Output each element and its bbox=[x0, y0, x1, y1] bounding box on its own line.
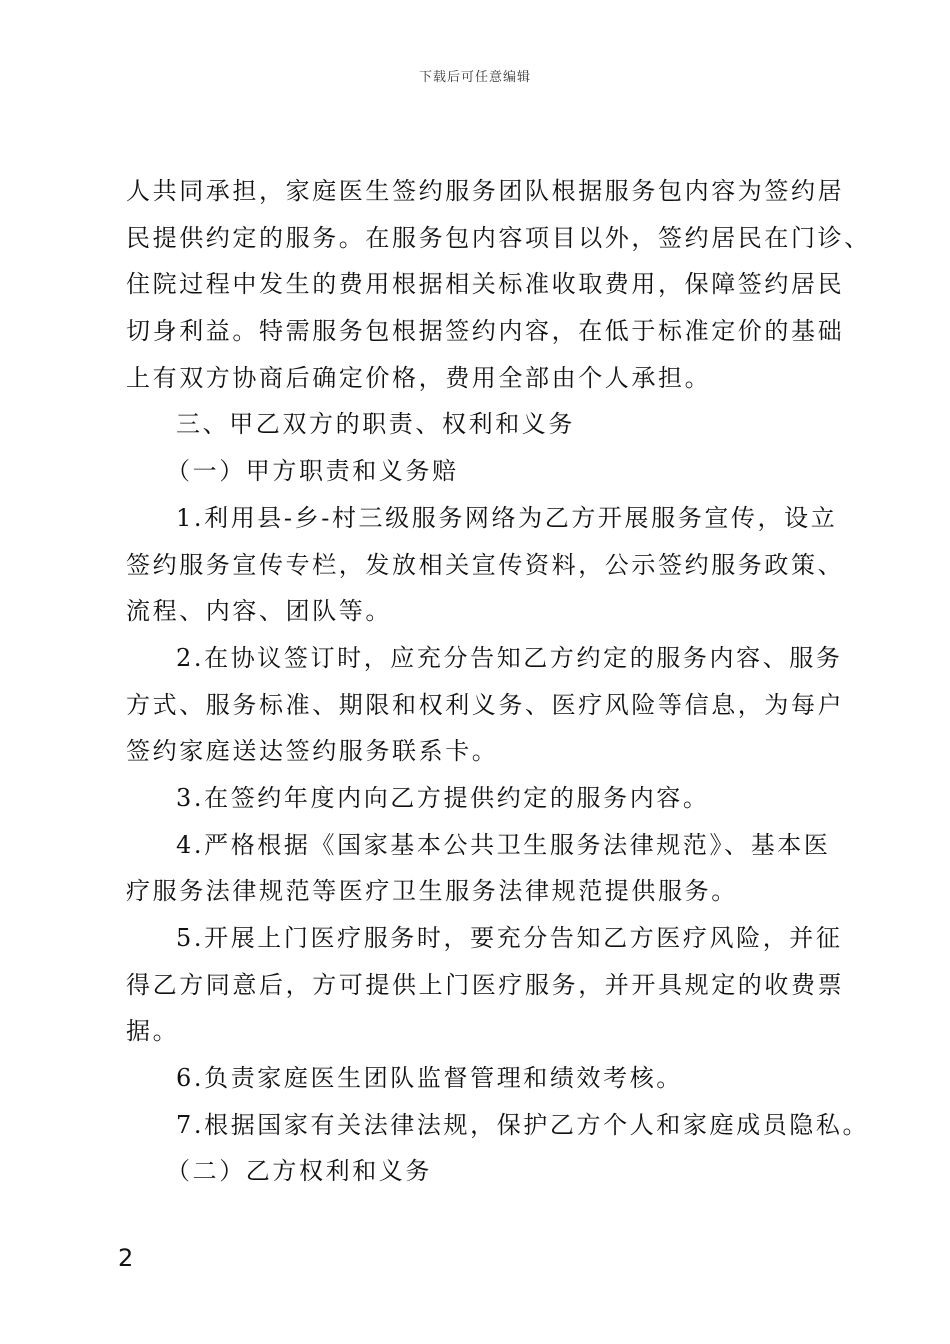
list-item-5: 5.开展上门医疗服务时，要充分告知乙方医疗风险，并征 bbox=[176, 924, 843, 952]
body-line: 切身利益。特需服务包根据签约内容，在低于标准定价的基础 bbox=[126, 317, 845, 346]
body-line: 人共同承担，家庭医生签约服务团队根据服务包内容为签约居 bbox=[126, 177, 845, 205]
list-item-6: 6.负责家庭医生团队监督管理和绩效考核。 bbox=[176, 1064, 683, 1093]
list-item-4: 4.严格根据《国家基本公共卫生服务法律规范》、基本医 bbox=[176, 830, 831, 859]
body-line: 得乙方同意后，方可提供上门医疗服务，并开具规定的收费票 bbox=[126, 970, 845, 999]
body-line: 流程、内容、团队等。 bbox=[126, 597, 392, 626]
body-line: 民提供约定的服务。在服务包内容项目以外，签约居民在门诊、 bbox=[126, 223, 871, 252]
list-item-2: 2.在协议签订时，应充分告知乙方约定的服务内容、服务 bbox=[176, 643, 843, 672]
body-line: 签约家庭送达签约服务联系卡。 bbox=[126, 737, 499, 766]
body-line: 据。 bbox=[126, 1017, 180, 1046]
section-heading: 三、甲乙双方的职责、权利和义务 bbox=[176, 410, 575, 439]
page-header: 下载后可任意编辑 bbox=[418, 70, 531, 85]
subsection-heading: （二）乙方权利和义务 bbox=[166, 1157, 432, 1186]
subsection-heading: （一）甲方职责和义务赔 bbox=[166, 457, 459, 486]
body-line: 住院过程中发生的费用根据相关标准收取费用，保障签约居民 bbox=[126, 270, 845, 299]
list-item-1: 1.利用县-乡-村三级服务网络为乙方开展服务宣传，设立 bbox=[176, 503, 838, 532]
page-number: 2 bbox=[118, 1244, 134, 1272]
document-body bbox=[126, 168, 871, 1195]
body-line: 疗服务法律规范等医疗卫生服务法律规范提供服务。 bbox=[126, 877, 738, 906]
body-line: 上有双方协商后确定价格，费用全部由个人承担。 bbox=[126, 363, 712, 392]
body-line: 方式、服务标准、期限和权利义务、医疗风险等信息，为每户 bbox=[126, 690, 845, 719]
list-item-3: 3.在签约年度内向乙方提供约定的服务内容。 bbox=[176, 783, 710, 812]
list-item-7: 7.根据国家有关法律法规，保护乙方个人和家庭成员隐私。 bbox=[176, 1110, 870, 1139]
body-line: 签约服务宣传专栏，发放相关宣传资料，公示签约服务政策、 bbox=[126, 550, 845, 579]
